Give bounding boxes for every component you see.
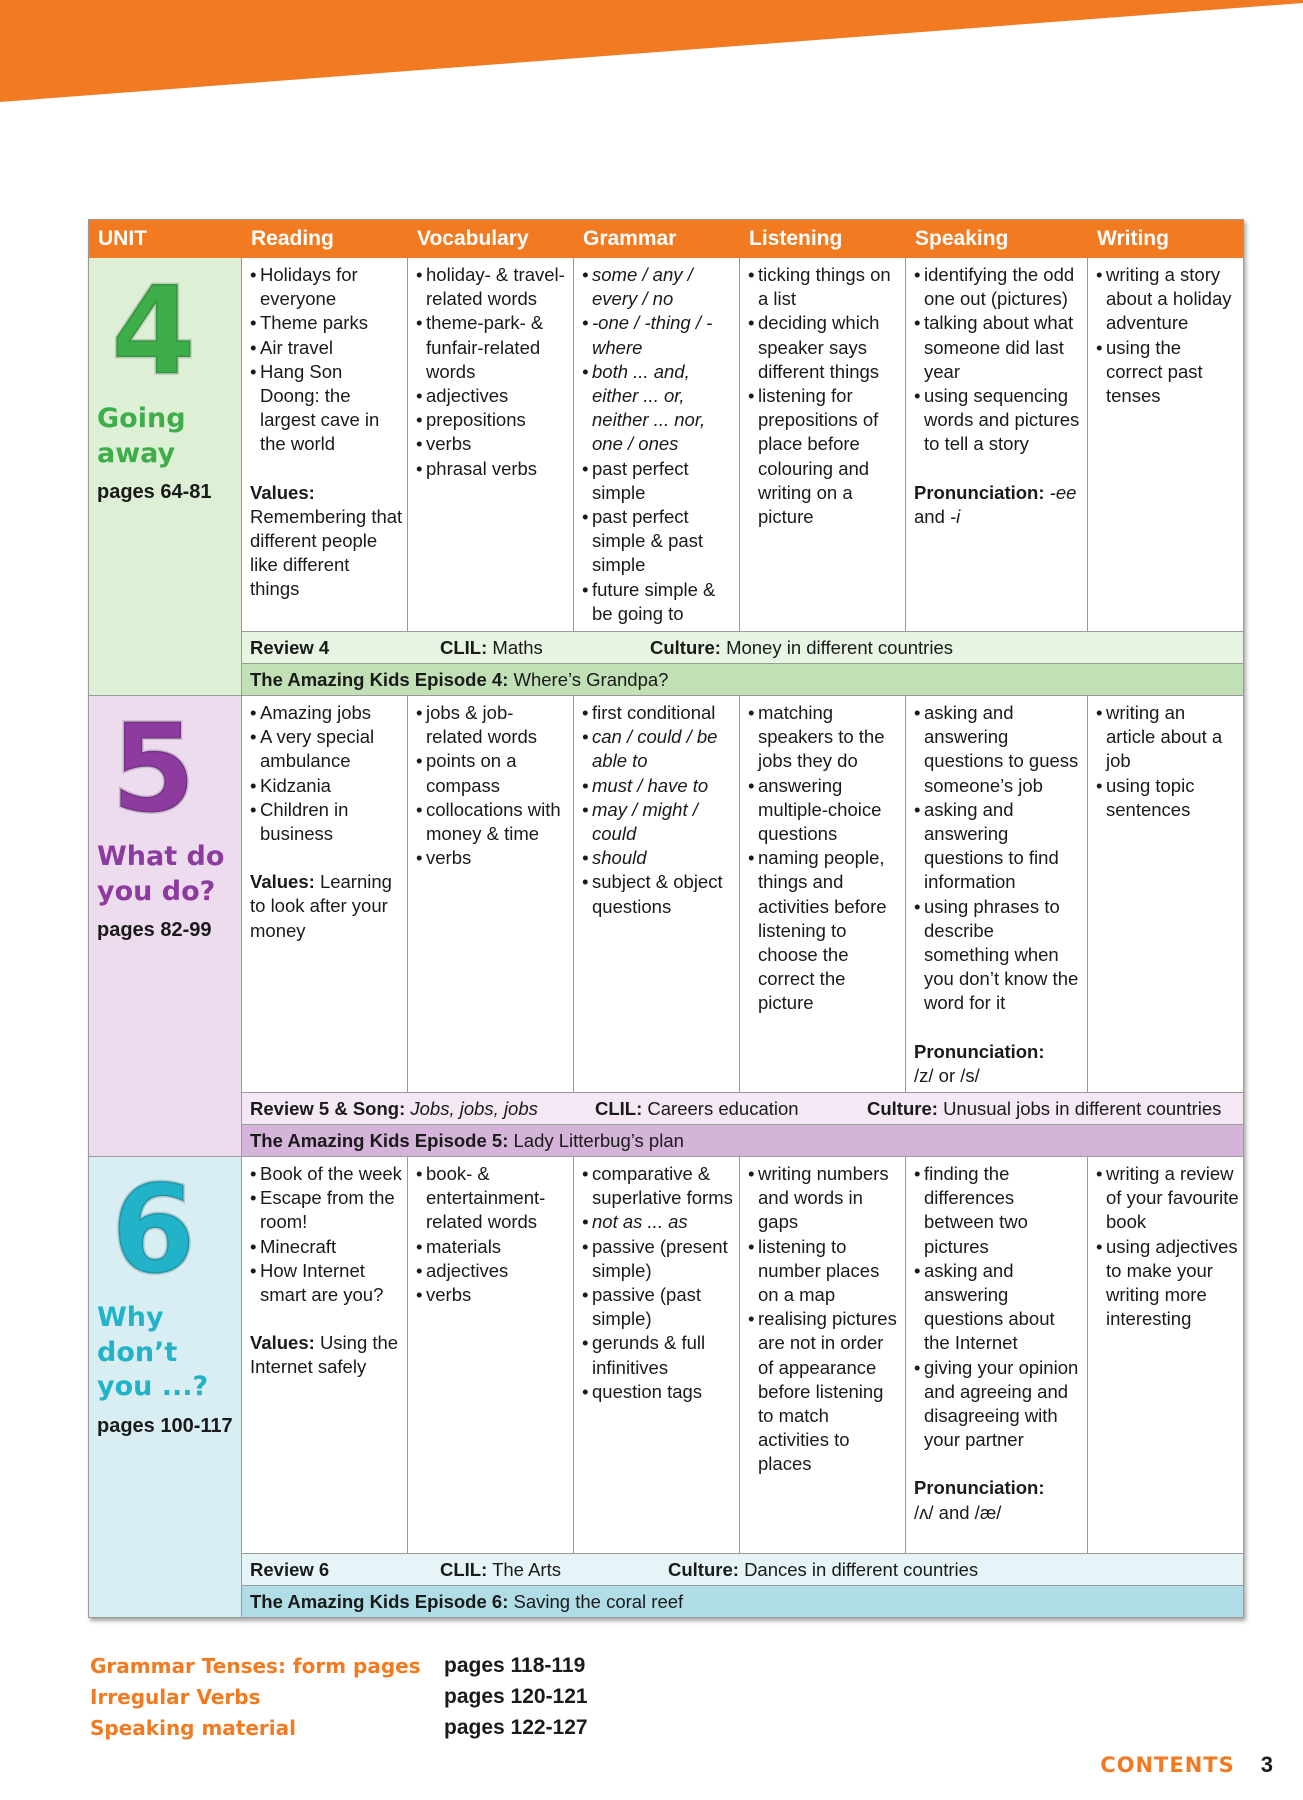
header-vocabulary: Vocabulary xyxy=(417,227,529,250)
appendix-link-name[interactable]: Speaking material xyxy=(90,1715,296,1740)
clil xyxy=(440,637,650,659)
list-item: • holiday- & travel-related words xyxy=(416,263,569,311)
unit-title: Going away xyxy=(97,403,186,469)
list-item: • Book of the week xyxy=(250,1162,403,1186)
review-row xyxy=(242,1092,1243,1124)
list-item: • points on a compass xyxy=(416,749,569,797)
list-item: • using phrases to describe something when you don’t know the word for it xyxy=(914,895,1083,1016)
list-item: • finding the differences between two pictures xyxy=(914,1162,1083,1259)
list-item: • past perfect simple xyxy=(582,457,735,505)
episode-row xyxy=(242,1124,1243,1156)
speaking-cell xyxy=(906,696,1088,1092)
review-label: Review 6 xyxy=(250,1558,330,1580)
clil xyxy=(440,1559,668,1581)
review-label: Review 4 xyxy=(250,636,330,658)
list-item: • theme-park- & funfair-related words xyxy=(416,311,569,384)
unit-cell xyxy=(89,258,242,695)
values-text: Using the Internet safely xyxy=(250,1332,399,1378)
appendix-link-name[interactable]: Grammar Tenses: form pages xyxy=(90,1653,421,1678)
top-decorative-band xyxy=(0,0,1303,110)
values-text: Remembering that different people like different things xyxy=(250,505,403,600)
contents-label: CONTENTS xyxy=(1100,1753,1235,1777)
pronunciation-label: Pronunciation: xyxy=(914,1040,1045,1062)
reading-cell xyxy=(242,696,408,1092)
reading-cell xyxy=(242,258,408,631)
list-item: • adjectives xyxy=(416,1259,569,1283)
appendix-link-pages: pages 120-121 xyxy=(444,1684,588,1708)
list-item: • using adjectives to make your writing more interesting xyxy=(1096,1235,1239,1332)
list-item: • writing an article about a job xyxy=(1096,701,1239,774)
list-item: • comparative & superlative forms xyxy=(582,1162,735,1210)
list-item: • matching speakers to the jobs they do xyxy=(748,701,901,774)
vocabulary-cell xyxy=(408,258,574,631)
culture-text: Dances in different countries xyxy=(744,1558,979,1580)
list-item: • using the correct past tenses xyxy=(1096,336,1239,409)
list-item: • giving your opinion and agreeing and disagreeing with your partner xyxy=(914,1356,1083,1453)
list-item: • ticking things on a list xyxy=(748,263,901,311)
writing-cell xyxy=(1088,696,1243,1092)
unit-4-block xyxy=(89,258,1243,695)
pronunciation-note xyxy=(914,481,1083,529)
list-item: • listening for prepositions of place before colouring and writing on a picture xyxy=(748,384,901,529)
speaking-cell xyxy=(906,258,1088,631)
list-item: • Theme parks xyxy=(250,311,403,335)
values-label: Values: xyxy=(250,1332,315,1354)
list-item: • book- & entertainment-related words xyxy=(416,1162,569,1235)
appendix-link-row[interactable] xyxy=(90,1681,588,1712)
unit-cell xyxy=(89,1157,242,1617)
unit-content xyxy=(242,696,1243,1156)
values-note xyxy=(250,481,403,602)
list-item: • verbs xyxy=(416,1283,569,1307)
unit-number: 4 xyxy=(111,260,196,402)
review-label: Review 5 & Song: xyxy=(250,1097,406,1119)
list-item: • prepositions xyxy=(416,408,569,432)
unit-pages: pages 64-81 xyxy=(97,481,212,504)
list-item: • naming people, things and activities before listening to choose the correct the picture xyxy=(748,846,901,1015)
list-item: • answering multiple-choice questions xyxy=(748,774,901,847)
episode-label: The Amazing Kids Episode 6: xyxy=(250,1590,509,1612)
list-item: • listening to number places on a map xyxy=(748,1235,901,1308)
clil-text: Careers education xyxy=(647,1097,799,1119)
values-note xyxy=(250,870,403,943)
list-item: • How Internet smart are you? xyxy=(250,1259,403,1307)
culture-label: Culture: xyxy=(650,636,721,658)
listening-cell xyxy=(740,258,906,631)
list-item: • using sequencing words and pictures to tell a story xyxy=(914,384,1083,457)
appendix-links xyxy=(90,1650,588,1743)
list-item: • realising pictures are not in order of appearance before listening to match activities to places xyxy=(748,1307,901,1476)
header-reading: Reading xyxy=(251,227,334,250)
grammar-cell xyxy=(574,258,740,631)
table-header xyxy=(89,220,1243,258)
unit-cell xyxy=(89,696,242,1156)
list-item: • Amazing jobs xyxy=(250,701,403,725)
content-row xyxy=(242,696,1243,1092)
vocabulary-cell xyxy=(408,696,574,1092)
list-item: • subject & object questions xyxy=(582,870,735,918)
list-item: • both ... and, either ... or, neither ... nor, one / ones xyxy=(582,360,735,457)
list-item: • passive (past simple) xyxy=(582,1283,735,1331)
song-title: Jobs, jobs, jobs xyxy=(410,1097,538,1119)
list-item: • not as ... as xyxy=(582,1210,735,1234)
values-label: Values: xyxy=(250,481,315,503)
list-item: • future simple & be going to xyxy=(582,578,735,626)
appendix-link-name[interactable]: Irregular Verbs xyxy=(90,1684,261,1709)
list-item: • adjectives xyxy=(416,384,569,408)
list-item: • may / might / could xyxy=(582,798,735,846)
list-item: • Children in business xyxy=(250,798,403,846)
page-footer xyxy=(1100,1752,1273,1778)
list-item: • Hang Son Doong: the largest cave in the world xyxy=(250,360,403,457)
list-item: • some / any / every / no xyxy=(582,263,735,311)
list-item: • writing a review of your favourite book xyxy=(1096,1162,1239,1235)
culture xyxy=(650,637,953,659)
pronunciation-note xyxy=(914,1040,1083,1088)
unit-pages: pages 82-99 xyxy=(97,919,212,942)
listening-cell xyxy=(740,696,906,1092)
content-row xyxy=(242,258,1243,631)
pronunciation-text: /z/ or /s/ xyxy=(914,1064,980,1086)
episode-title: Where’s Grandpa? xyxy=(513,668,669,690)
list-item: • deciding which speaker says different things xyxy=(748,311,901,384)
list-item: • A very special ambulance xyxy=(250,725,403,773)
pronunciation-label: Pronunciation: xyxy=(914,481,1045,503)
list-item: • first conditional xyxy=(582,701,735,725)
episode-title: Lady Litterbug’s plan xyxy=(513,1129,684,1151)
listening-cell xyxy=(740,1157,906,1553)
pronunciation-sound: -ee xyxy=(1049,481,1077,503)
header-writing: Writing xyxy=(1097,227,1169,250)
clil-text: Maths xyxy=(492,636,543,658)
appendix-link-row[interactable] xyxy=(90,1650,588,1681)
list-item: • writing numbers and words in gaps xyxy=(748,1162,901,1235)
list-item: • verbs xyxy=(416,432,569,456)
page-number: 3 xyxy=(1260,1752,1273,1777)
culture xyxy=(867,1098,1221,1120)
header-grammar: Grammar xyxy=(583,227,677,250)
values-note xyxy=(250,1331,403,1379)
unit-5-block xyxy=(89,695,1243,1156)
unit-content xyxy=(242,258,1243,695)
unit-title: What do you do? xyxy=(97,841,225,907)
list-item: • phrasal verbs xyxy=(416,457,569,481)
unit-number: 5 xyxy=(111,698,196,840)
clil-label: CLIL: xyxy=(595,1097,643,1119)
pronunciation-label: Pronunciation: xyxy=(914,1477,1045,1499)
review-row xyxy=(242,631,1243,663)
episode-label: The Amazing Kids Episode 4: xyxy=(250,668,509,690)
list-item: • collocations with money & time xyxy=(416,798,569,846)
values-text: Learning to look after your money xyxy=(250,871,392,941)
pronunciation-sound: -i xyxy=(950,505,961,527)
clil-text: The Arts xyxy=(492,1558,561,1580)
list-item: • talking about what someone did last year xyxy=(914,311,1083,384)
list-item: • passive (present simple) xyxy=(582,1235,735,1283)
writing-cell xyxy=(1088,258,1243,631)
unit-pages: pages 100-117 xyxy=(97,1414,233,1437)
list-item: • past perfect simple & past simple xyxy=(582,505,735,578)
clil-label: CLIL: xyxy=(440,636,488,658)
culture-text: Unusual jobs in different countries xyxy=(943,1097,1222,1119)
list-item: • asking and answering questions to guess someone’s job xyxy=(914,701,1083,798)
review-and-song xyxy=(250,1098,595,1120)
list-item: • writing a story about a holiday adventure xyxy=(1096,263,1239,336)
reading-cell xyxy=(242,1157,408,1553)
list-item: • jobs & job-related words xyxy=(416,701,569,749)
list-item: • Minecraft xyxy=(250,1235,403,1259)
vocabulary-cell xyxy=(408,1157,574,1553)
appendix-link-pages: pages 118-119 xyxy=(444,1653,586,1677)
list-item: • Kidzania xyxy=(250,774,403,798)
values-label: Values: xyxy=(250,871,315,893)
review-row xyxy=(242,1553,1243,1585)
grammar-cell xyxy=(574,1157,740,1553)
list-item: • Holidays for everyone xyxy=(250,263,403,311)
list-item: • asking and answering questions to find information xyxy=(914,798,1083,895)
episode-label: The Amazing Kids Episode 5: xyxy=(250,1129,509,1151)
episode-title: Saving the coral reef xyxy=(513,1590,684,1612)
header-listening: Listening xyxy=(749,227,843,250)
speaking-cell xyxy=(906,1157,1088,1553)
culture-label: Culture: xyxy=(867,1097,938,1119)
list-item: • identifying the odd one out (pictures) xyxy=(914,263,1083,311)
content-row xyxy=(242,1157,1243,1553)
episode-row xyxy=(242,663,1243,695)
grammar-cell xyxy=(574,696,740,1092)
list-item: • asking and answering questions about the Internet xyxy=(914,1259,1083,1356)
writing-cell xyxy=(1088,1157,1243,1553)
culture xyxy=(668,1559,978,1581)
list-item: • using topic sentences xyxy=(1096,774,1239,822)
pronunciation-note xyxy=(914,1476,1083,1524)
pronunciation-text: and xyxy=(914,505,945,527)
unit-content xyxy=(242,1157,1243,1617)
list-item: • -one / -thing / -where xyxy=(582,311,735,359)
list-item: • gerunds & full infinitives xyxy=(582,1331,735,1379)
culture-text: Money in different countries xyxy=(726,636,953,658)
clil-label: CLIL: xyxy=(440,1558,488,1580)
unit-6-block xyxy=(89,1156,1243,1617)
list-item: • can / could / be able to xyxy=(582,725,735,773)
list-item: • should xyxy=(582,846,735,870)
contents-table xyxy=(88,219,1244,1618)
appendix-link-pages: pages 122-127 xyxy=(444,1715,588,1739)
list-item: • verbs xyxy=(416,846,569,870)
culture-label: Culture: xyxy=(668,1558,739,1580)
clil xyxy=(595,1098,867,1120)
appendix-link-row[interactable] xyxy=(90,1712,588,1743)
unit-title: Why don’t you ...? xyxy=(97,1302,209,1403)
list-item: • Air travel xyxy=(250,336,403,360)
header-speaking: Speaking xyxy=(915,227,1009,250)
list-item: • question tags xyxy=(582,1380,735,1404)
list-item: • Escape from the room! xyxy=(250,1186,403,1234)
pronunciation-text: /ʌ/ and /æ/ xyxy=(914,1501,1002,1523)
unit-number: 6 xyxy=(111,1159,196,1301)
header-unit: UNIT xyxy=(98,227,147,250)
list-item: • materials xyxy=(416,1235,569,1259)
list-item: • must / have to xyxy=(582,774,735,798)
episode-row xyxy=(242,1585,1243,1617)
